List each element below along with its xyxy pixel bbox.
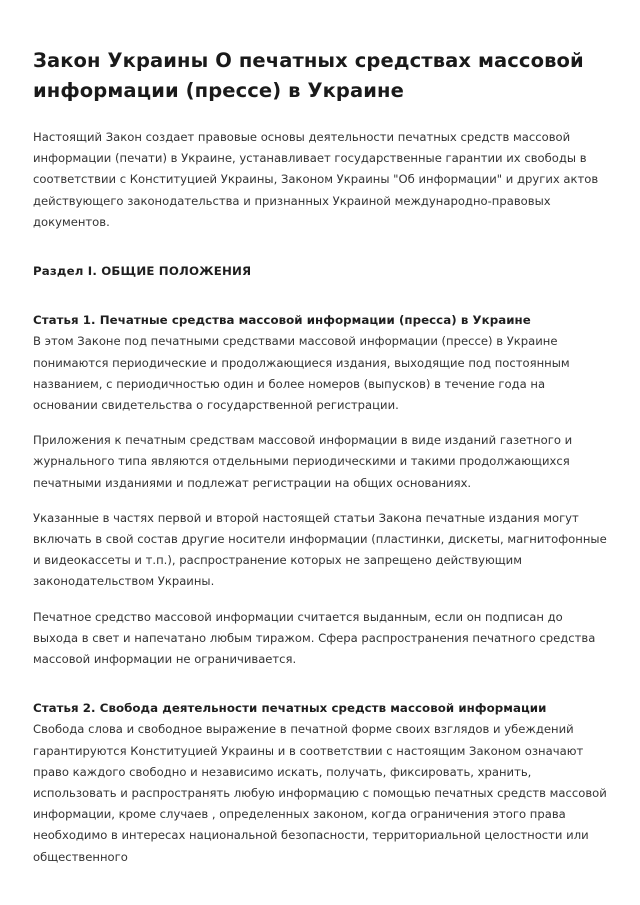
article-1-paragraph-1: В этом Законе под печатными средствами массовой информации (прессе) в Украине понимаются периодические и продолжающиеся издания, выходящие под постоянным названием, с периодичностью один и более номеров (выпусков) в течение года на основании свидетельства о государственной регистрации. [33, 334, 570, 413]
article-1-paragraph-2: Приложения к печатным средствам массовой информации в виде изданий газетного и журнального типа являются отдельными периодическими и такими продолжающихся печатными изданиями и подлежат регистрации на общих основаниях. [33, 433, 573, 490]
article-2-heading: Статья 2. Свобода деятельности печатных средств массовой информации [33, 701, 547, 716]
article-2 [33, 698, 607, 868]
article-1-paragraph-3: Указанные в частях первой и второй настоящей статьи Закона печатные издания могут включать в свой состав другие носители информации (пластинки, дискеты, магнитофонные и видеокассеты и т.п.), распространение которых не запрещено действующим законодательством Украины. [33, 510, 607, 589]
article-1-heading: Статья 1. Печатные средства массовой информации (пресса) в Украине [33, 313, 531, 328]
preamble-paragraph: Настоящий Закон создает правовые основы деятельности печатных средств массовой информации (печати) в Украине, устанавливает государственные гарантии их свободы в соответствии с Конституцией Украины, Законом Украины "Об информации" и других актов действующего законодательства и признанных Украиной международно-правовых документов. [33, 130, 599, 229]
article-2-paragraph-1: Свобода слова и свободное выражение в печатной форме своих взглядов и убеждений гарантируются Конституцией Украины и в соответствии с настоящим Законом означают право каждого свободно и независимо искать, получать, фиксировать, хранить, использовать и распространять любую информацию с помощью печатных средств массовой информации, кроме случаев , определенных законом, когда ограничения этого права необходимо в интересах национальной безопасности, территориальной целостности или общественного [33, 722, 607, 864]
section-heading-general-provisions: Раздел I. ОБЩИЕ ПОЛОЖЕНИЯ [33, 264, 252, 279]
page-title: Закон Украины О печатных средствах массовой информации (прессе) в Украине [33, 49, 584, 102]
article-1-paragraph-4: Печатное средство массовой информации считается выданным, если он подписан до выхода в свет и напечатано любым тиражом. Сфера распространения печатного средства массовой информации не ограничивается. [33, 609, 596, 667]
article-1 [33, 310, 607, 670]
